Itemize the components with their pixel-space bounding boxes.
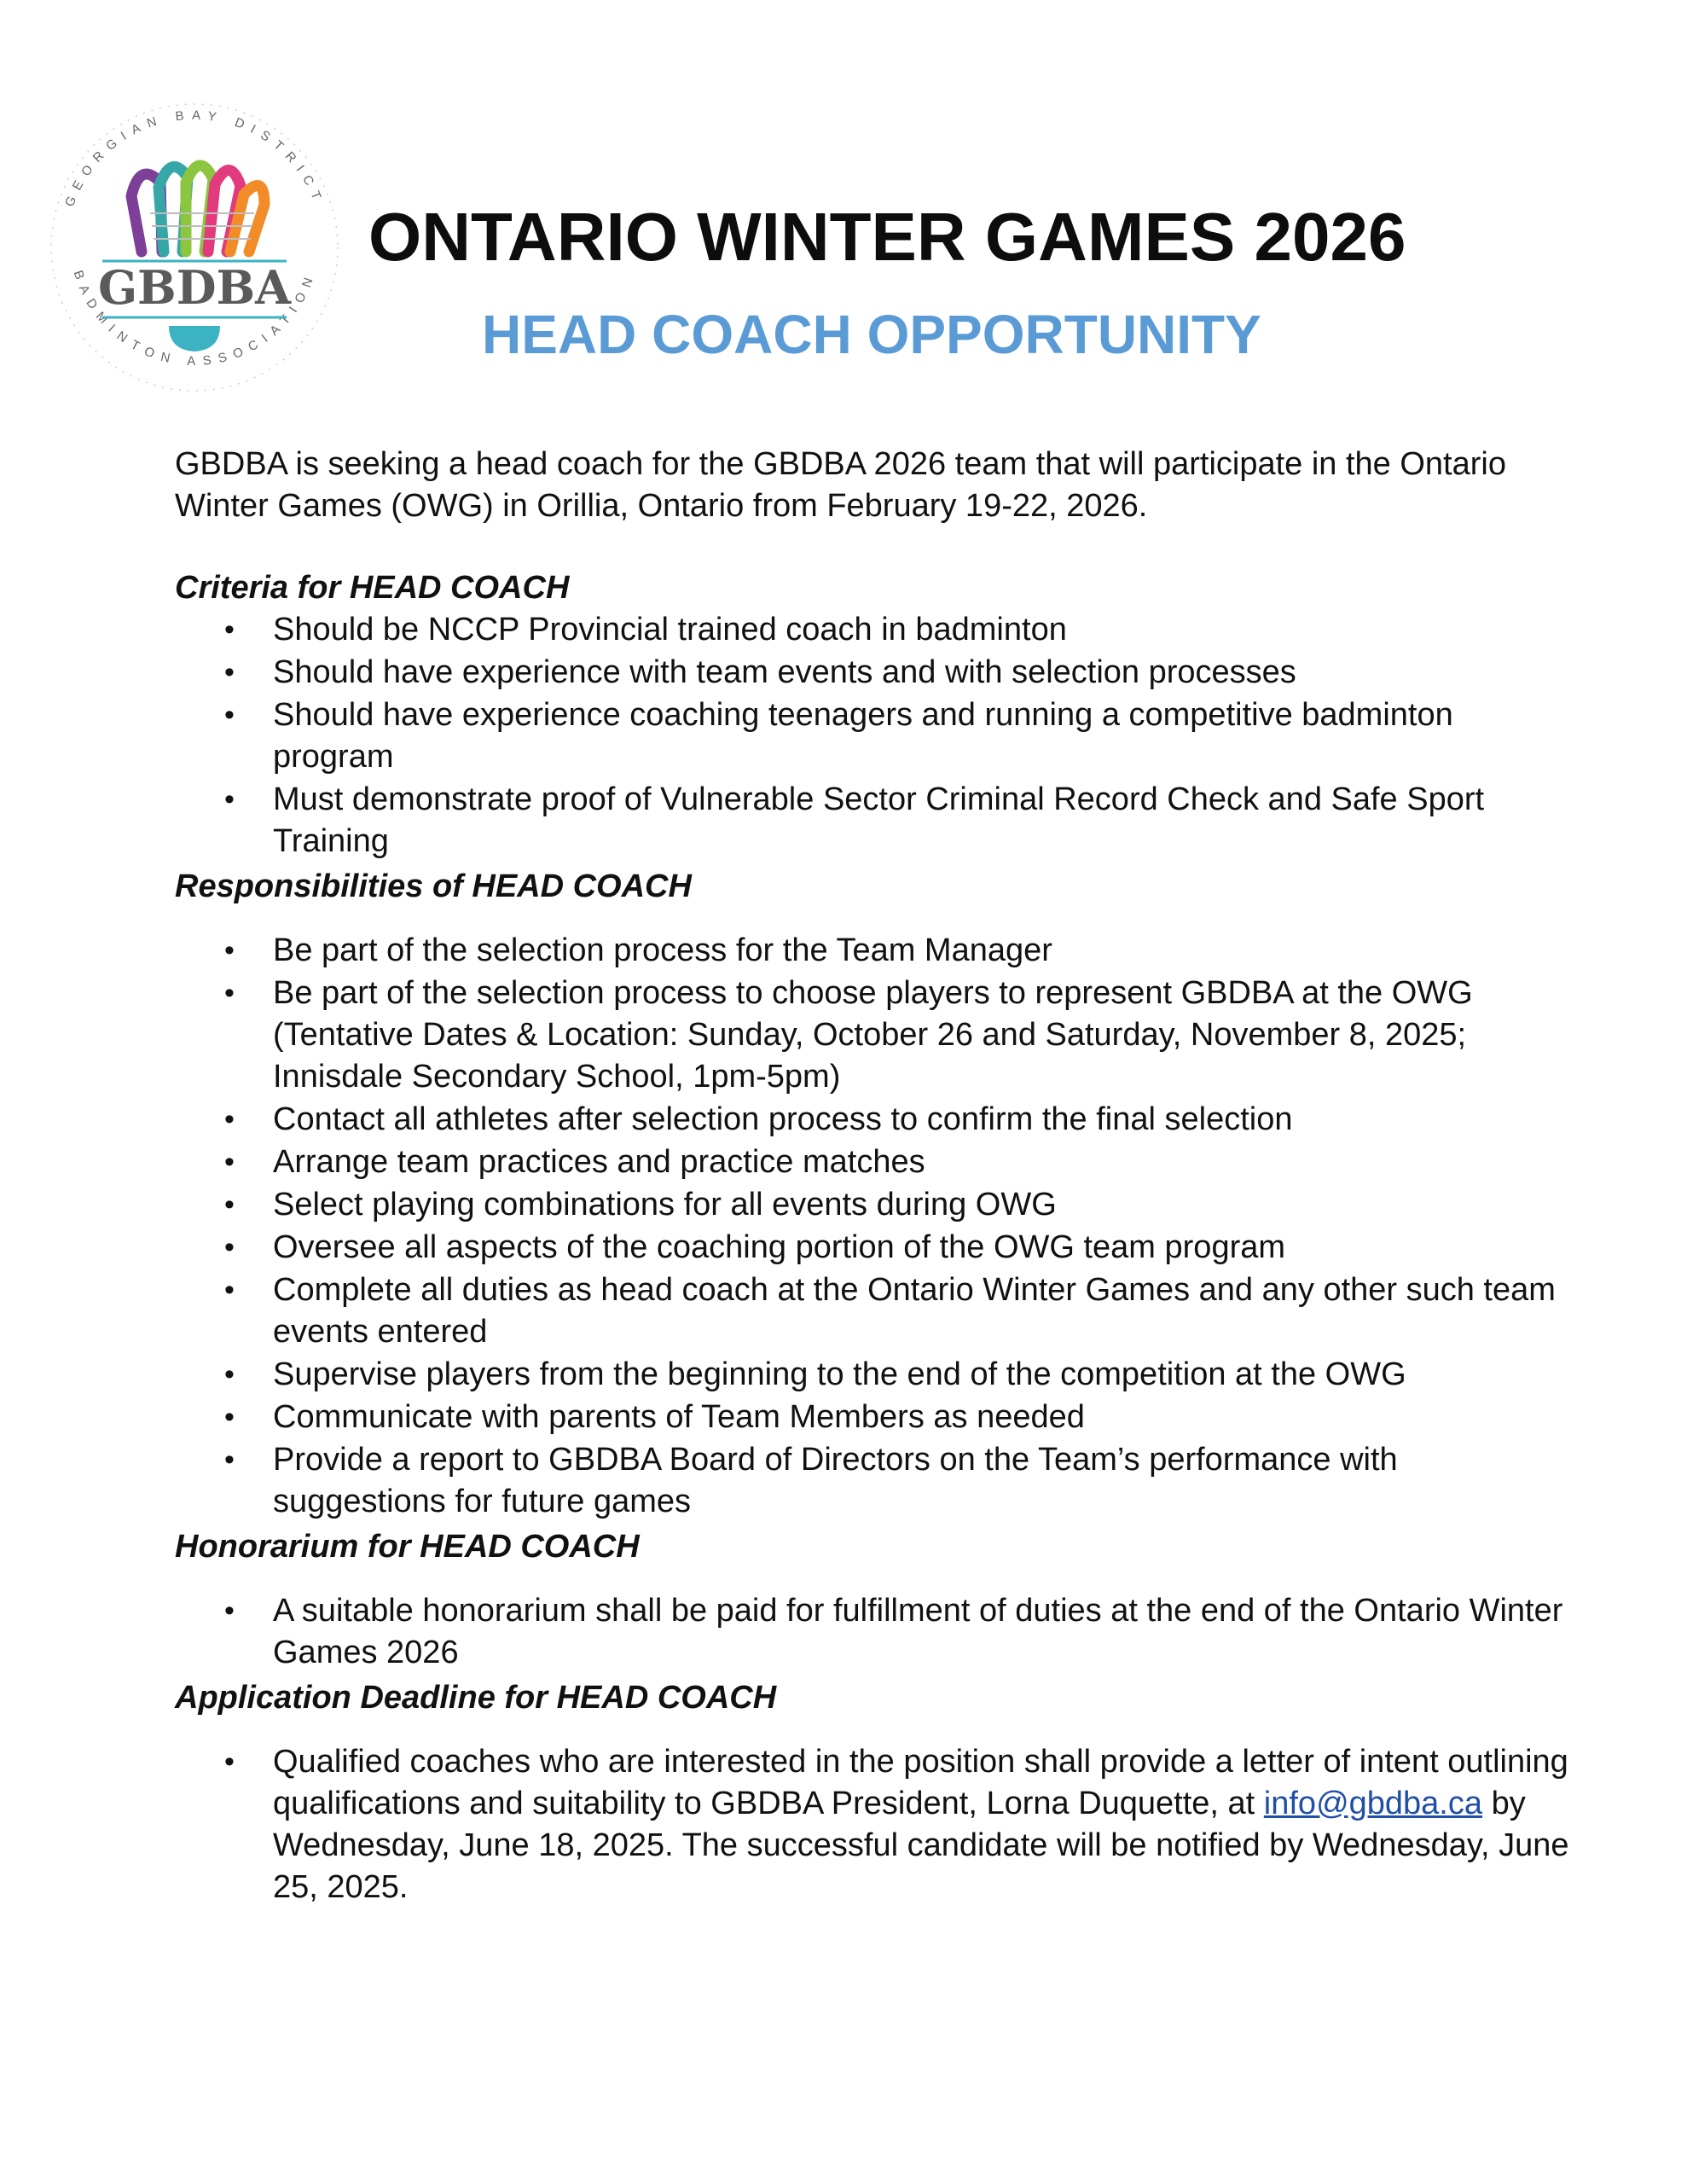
bullet-icon: •: [224, 977, 235, 1009]
list-item: [175, 1397, 1574, 1438]
deadline-text-after: by Wednesday, June 18, 2025. The successful candidate will be notified by Wednesday, June 25, 2025.: [273, 1786, 1569, 1905]
list-item-text: Should have experience with team events and with selection processes: [273, 654, 1296, 690]
list-item-text: Provide a report to GBDBA Board of Directors on the Team’s performance with suggestions for future games: [273, 1442, 1398, 1519]
list-item: [175, 652, 1574, 694]
shuttlecock-base-icon: [169, 326, 220, 351]
list-item: [175, 930, 1574, 972]
honorarium-heading: Honorarium for HEAD COACH: [175, 1529, 640, 1565]
list-item: [175, 1141, 1574, 1183]
bullet-icon: •: [224, 1594, 235, 1627]
list-item-text: Oversee all aspects of the coaching portion of the OWG team program: [273, 1229, 1286, 1265]
bullet-icon: •: [224, 1103, 235, 1136]
document-body: [175, 444, 1574, 1909]
bullet-icon: •: [224, 1358, 235, 1391]
list-item: [175, 1269, 1574, 1353]
page-title: ONTARIO WINTER GAMES 2026: [368, 199, 1406, 275]
list-item-text: Complete all duties as head coach at the Ontario Winter Games and any other such team events entered: [273, 1272, 1556, 1350]
bullet-icon: •: [224, 1401, 235, 1433]
responsibilities-heading: Responsibilities of HEAD COACH: [175, 868, 692, 904]
logo-abbreviation: GBDBA: [97, 260, 292, 315]
criteria-heading: Criteria for HEAD COACH: [175, 570, 570, 606]
deadline-heading: Application Deadline for HEAD COACH: [175, 1680, 777, 1716]
list-item: [175, 694, 1574, 778]
logo-ring-text-top: GEORGIAN BAY DISTRICT: [62, 107, 327, 209]
list-item-text: Arrange team practices and practice matches: [273, 1144, 925, 1180]
bullet-icon: •: [224, 1146, 235, 1178]
list-item: [175, 1741, 1574, 1908]
list-item: [175, 1184, 1574, 1226]
list-item: [175, 1590, 1574, 1674]
list-item: [175, 779, 1574, 863]
list-item: [175, 1439, 1574, 1523]
bullet-icon: •: [224, 1188, 235, 1221]
list-item-text: Supervise players from the beginning to the end of the competition at the OWG: [273, 1356, 1406, 1392]
list-item: [175, 1227, 1574, 1269]
list-item-text: Should be NCCP Provincial trained coach in badminton: [273, 612, 1067, 648]
honorarium-list: [175, 1590, 1574, 1674]
list-item-text: Be part of the selection process to choose players to represent GBDBA at the OWG (Tentative Dates & Location: Sunday, October 26 and Saturday, November 8, 2025; Innisdale Secondary School, 1pm-5pm): [273, 975, 1473, 1095]
deadline-text-before: Qualified coaches who are interested in the position shall provide a letter of intent outlining qualifications and suitability to GBDBA President, Lorna Duquette, at: [273, 1744, 1568, 1821]
logo-ring-text-bottom: BADMINTON ASSOCIATION: [70, 268, 319, 369]
criteria-list: [175, 609, 1574, 863]
list-item-text: Must demonstrate proof of Vulnerable Sector Criminal Record Check and Safe Sport Training: [273, 781, 1485, 859]
list-item-text: A suitable honorarium shall be paid for fulfillment of duties at the end of the Ontario Winter Games 2026: [273, 1593, 1563, 1670]
page-subtitle: HEAD COACH OPPORTUNITY: [482, 304, 1261, 365]
list-item-text: Be part of the selection process for the Team Manager: [273, 932, 1052, 968]
bullet-icon: •: [224, 656, 235, 688]
email-link[interactable]: info@gbdba.ca: [1263, 1786, 1482, 1821]
list-item: [175, 973, 1574, 1098]
bullet-icon: •: [224, 699, 235, 731]
bullet-icon: •: [224, 613, 235, 646]
list-item-text: Contact all athletes after selection process to confirm the final selection: [273, 1101, 1293, 1137]
list-item-text: Should have experience coaching teenagers and running a competitive badminton program: [273, 697, 1453, 775]
bullet-icon: •: [224, 1274, 235, 1306]
list-item-text: Select playing combinations for all events during OWG: [273, 1187, 1057, 1223]
bullet-icon: •: [224, 1231, 235, 1263]
intro-paragraph: GBDBA is seeking a head coach for the GBDBA 2026 team that will participate in the Ontario Winter Games (OWG) in Orillia, Ontario from February 19-22, 2026.: [175, 446, 1506, 524]
list-item: [175, 609, 1574, 651]
bullet-icon: •: [224, 1443, 235, 1476]
bullet-icon: •: [224, 934, 235, 967]
bullet-icon: •: [224, 783, 235, 816]
list-item: [175, 1099, 1574, 1141]
responsibilities-list: [175, 930, 1574, 1523]
list-item-text: Communicate with parents of Team Members as needed: [273, 1399, 1085, 1435]
list-item: [175, 1354, 1574, 1396]
gbdba-logo: [41, 94, 348, 401]
deadline-list: [175, 1741, 1574, 1908]
bullet-icon: •: [224, 1745, 235, 1778]
